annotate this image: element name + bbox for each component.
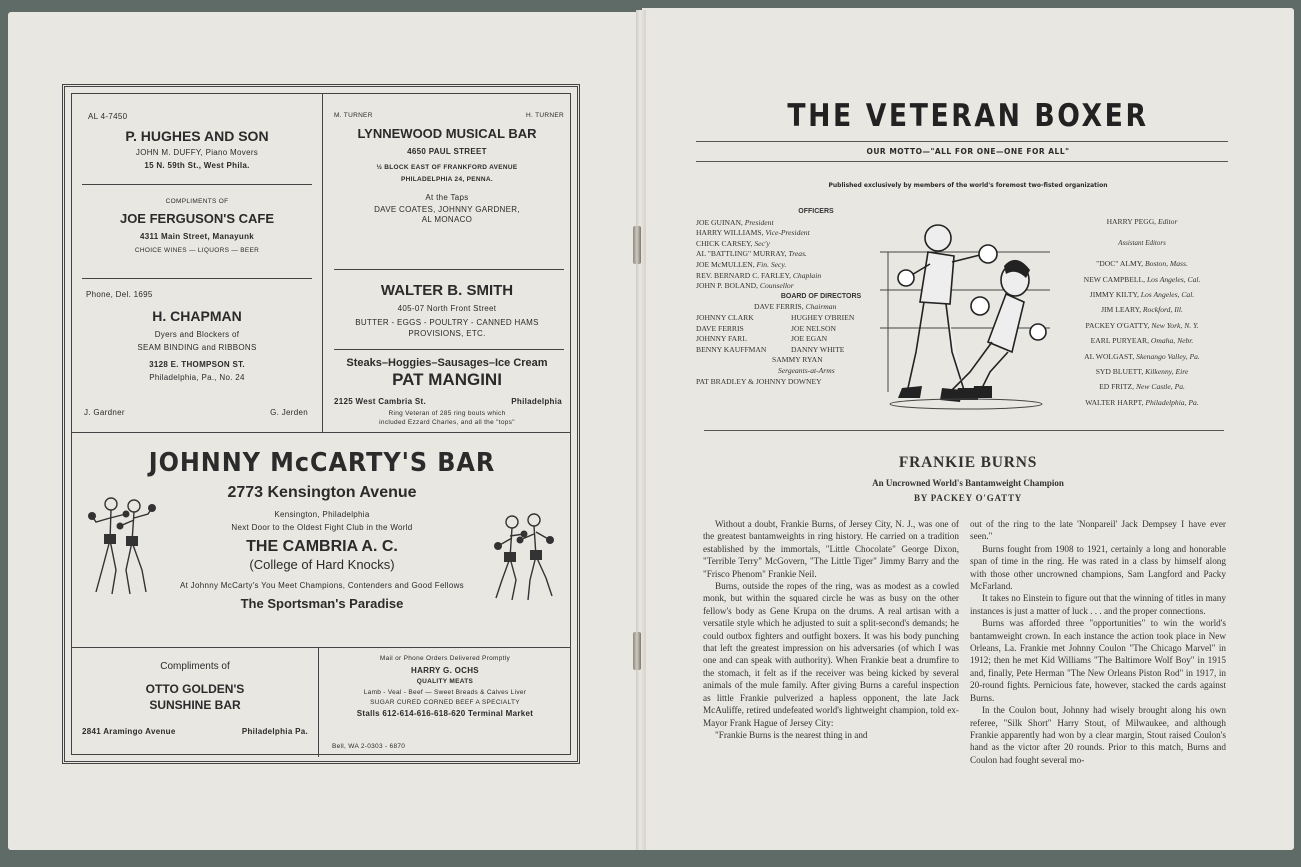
lynnewood-right-name: H. TURNER (526, 112, 564, 119)
board-member: JOHNNY CLARK (696, 312, 754, 322)
article-paragraph: "Frankie Burns is the nearest thing in and (715, 729, 868, 740)
mangini-address: 2125 West Cambria St. (334, 397, 426, 406)
board-member: JOHNNY FARL (696, 334, 747, 344)
chapman-left-name: J. Gardner (84, 408, 125, 417)
assistant-editor (1052, 318, 1232, 333)
article-title: FRANKIE BURNS (898, 454, 1038, 471)
article-paragraph: Burns was afforded three "opportunities" to win the world's bantamweight crown. In each instance the action took place in New Orleans, La. Frankie met Johnny Coulon "The Chicago Marvel" in 1912; then he met Kid Williams "The Baltimore Wolf Boy" in 1915 and, finally, Pete Herman "The New Orleans Piston Rod" in 1917, in 20-round fights. Pernicious fate, however, stacked the cards against Burns. (970, 618, 1226, 703)
board-chair-name: DAVE FERRIS, (754, 302, 804, 312)
assistant-name: WALTER HARPT, (1085, 397, 1146, 407)
lynnewood-line5: AL MONACO (421, 215, 473, 224)
board-row (696, 313, 896, 324)
golden-compliments: Compliments of (160, 661, 230, 672)
editor-name: HARRY PEGG, (1106, 217, 1157, 226)
assistant-name: ED FRITZ, (1099, 382, 1136, 392)
assistant-place: Skenango Valley, Pa. (1136, 351, 1200, 361)
golden-name2: SUNSHINE BAR (149, 698, 241, 712)
assistant-name: JIM LEARY, (1101, 305, 1143, 315)
mccarty-city: Kensington, Philadelphia (274, 510, 370, 519)
board-member: JOE NELSON (791, 323, 836, 333)
officer-item (696, 228, 896, 239)
board-row (696, 334, 896, 345)
smith-address: 405-07 North Front Street (397, 304, 497, 313)
hughes-name: P. HUGHES AND SON (125, 128, 269, 144)
article-column-1 (703, 518, 959, 741)
divider (334, 349, 564, 350)
staple-top (633, 226, 641, 264)
sergeants: PAT BRADLEY & JOHNNY DOWNEY (696, 376, 822, 386)
assistant-place: Boston, Mass. (1145, 259, 1188, 269)
ad-ochs (318, 647, 572, 757)
assistant-place: Los Angeles, Cal. (1146, 274, 1201, 284)
assistant-editor (1052, 287, 1232, 302)
smith-line1: BUTTER - EGGS - POULTRY - CANNED HAMS (355, 318, 539, 327)
officer-role: Chaplain (792, 270, 822, 280)
ochs-phone: Bell, WA 2-0303 - 6870 (332, 743, 406, 750)
officer-name: JOHN P. BOLAND, (696, 281, 760, 291)
article-paragraph: It takes no Einstein to figure out that the winning of titles in many instances is just a matter of luck . . . and the proper connections. (970, 593, 1226, 616)
chapman-name: H. CHAPMAN (152, 308, 242, 324)
boxers-cartoon (880, 212, 1050, 412)
lynnewood-address: 4650 PAUL STREET (407, 147, 487, 156)
editor (1052, 217, 1232, 228)
board-member: JOE EGAN (791, 334, 828, 344)
editor-role: Editor (1158, 217, 1178, 226)
officers-heading: OFFICERS (798, 208, 834, 215)
mccarty-club: THE CAMBRIA A. C. (246, 538, 398, 555)
divider (696, 161, 1228, 162)
ochs-line0: Mail or Phone Orders Delivered Promptly (379, 655, 511, 662)
mangini-headline: Steaks–Hoggies–Sausages–Ice Cream (346, 357, 548, 369)
chapman-phone: Phone, Del. 1695 (86, 290, 153, 299)
editors-list (1052, 217, 1232, 410)
mangini-line1: Ring Veteran of 285 ring bouts which (388, 410, 506, 417)
assistant-name: AL WOLGAST, (1084, 351, 1137, 361)
article-paragraph: Burns, outside the ropes of the ring, was as modest as a cowled monk, but within the squared circle he was as busy on the other fellow's body as Gene Krupa on the drums. A real artisan with a versatile style which he adjusted to suit a split-second's demands; he could outbox fighters and outfight boxers. It was his body punching that left the greatest impression on his adversaries (of which I was one and can speak with authority). When Frankie beat a drumfire to the stomach, it felt as if the receiver was being kicked by several animals of the mule family. After giving Burns a careful inspection as little Frankie pulverized a hapless opponent, the late Jack McAuliffe, retired undefeated world's lightweight champion, told ex-Mayor Frank Hague of Jersey City: (703, 581, 959, 728)
ad-mangini (322, 357, 572, 432)
assistant-editor (1052, 333, 1232, 348)
lynnewood-line1: ½ BLOCK EAST OF FRANKFORD AVENUE (376, 164, 518, 171)
assistant-editor (1052, 272, 1232, 287)
assistant-heading: Assistant Editors (1118, 238, 1166, 247)
officer-item (696, 249, 896, 260)
ochs-line3: Stalls 612-614-616-618-620 Terminal Market (356, 709, 534, 718)
board-member: DAVE FERRIS (696, 323, 744, 333)
boxers-illustration-right (490, 510, 562, 605)
assistant-editor (1052, 256, 1232, 271)
ad-smith (322, 282, 572, 348)
lynnewood-left-name: M. TURNER (334, 112, 373, 119)
smith-line2: PROVISIONS, ETC. (408, 329, 486, 338)
assistant-editors (1052, 256, 1232, 410)
officer-role: Counsellor (759, 281, 794, 291)
mccarty-address: 2773 Kensington Avenue (227, 484, 417, 501)
board-last: SAMMY RYAN (772, 355, 823, 365)
assistant-name: PACKEY O'GATTY, (1085, 320, 1152, 330)
ad-hughes (72, 112, 322, 182)
ferguson-line: CHOICE WINES — LIQUORS — BEER (134, 247, 260, 254)
mangini-city: Philadelphia (511, 397, 562, 406)
board-member: BENNY KAUFFMAN (696, 344, 767, 354)
assistant-name: JIMMY KILTY, (1089, 290, 1141, 299)
officer-role: Sec'y (754, 238, 770, 248)
lynnewood-name: LYNNEWOOD MUSICAL BAR (357, 126, 537, 141)
assistant-place: New York, N. Y. (1151, 320, 1199, 330)
officer-item (696, 281, 896, 292)
article-paragraph: Without a doubt, Frankie Burns, of Jersey City, N. J., was one of the greatest bantamweights in ring history. He carried on a tradition established by the immortals, "Little Chocolate" George Dixon, "Terrible Terry" McGovern, "The Little Tiger" Jimmy Barry and the "Frisco Phenom" Frankie Neil. (703, 519, 959, 579)
board-row (696, 345, 896, 356)
ochs-sub: QUALITY MEATS (416, 678, 474, 685)
newsletter-published: Published exclusively by members of the world's foremost two-fisted organization (828, 182, 1108, 189)
assistant-place: Rockford, Ill. (1142, 305, 1183, 315)
chapman-line3: 3128 E. THOMPSON ST. (149, 360, 245, 369)
article-paragraph: out of the ring to the late 'Nonpareil' Jack Dempsey I have ever seen." (970, 519, 1226, 542)
officer-role: Vice-President (765, 228, 810, 238)
board-chair (696, 302, 896, 313)
board-chair-role: Chairman (805, 302, 837, 312)
officer-role: President (744, 217, 774, 227)
ferguson-name: JOE FERGUSON'S CAFE (119, 211, 275, 226)
ad-chapman (72, 290, 322, 430)
mccarty-line1: Next Door to the Oldest Fight Club in the World (231, 523, 413, 532)
officer-name: CHICK CARSEY, (696, 238, 755, 248)
article-paragraph: In the Coulon bout, Johnny had wisely brought along his own referee, "Silk Short" Harry Stout, of Milwaukee, and although Frankie apparently had won by a clear margin, Stout raised Coulon's hand as the victor after 20 rounds. Prior to this match, Burns and Coulon had fought several mo- (970, 705, 1226, 765)
golden-address: 2841 Aramingo Avenue (82, 727, 176, 736)
officer-role: Fin. Secy. (756, 259, 787, 269)
divider (82, 184, 312, 185)
article-byline: BY PACKEY O'GATTY (913, 493, 1023, 503)
officer-name: JOE GUINAN, (696, 217, 745, 227)
officer-name: HARRY WILLIAMS, (696, 228, 766, 238)
hughes-phone: AL 4-7450 (88, 112, 128, 121)
newsletter-title: THE VETERAN BOXER (787, 98, 1149, 134)
board-row (696, 324, 896, 335)
mangini-name: PAT MANGINI (392, 370, 502, 389)
ochs-name: HARRY G. OCHS (411, 666, 479, 675)
assistant-place: New Castle, Pa. (1135, 382, 1185, 392)
assistant-place: Los Angeles, Cal. (1140, 290, 1195, 299)
officers (696, 218, 896, 292)
golden-name1: OTTO GOLDEN'S (145, 682, 245, 696)
chapman-line4: Philadelphia, Pa., No. 24 (149, 373, 245, 382)
mccarty-tagline: The Sportsman's Paradise (240, 596, 404, 611)
assistant-editor (1052, 395, 1232, 410)
divider (82, 278, 312, 279)
officer-item (696, 239, 896, 250)
mangini-line2: included Ezzard Charles, and all the "tops" (379, 419, 515, 426)
article-paragraph: Burns fought from 1908 to 1921, certainly a long and honorable span of time in the ring. He was rated in a class by himself along with those other uncrowned champions, Sam Langford and Packy McFarland. (970, 543, 1226, 592)
ad-lynnewood (322, 112, 572, 272)
officer-item (696, 260, 896, 271)
divider (696, 141, 1228, 142)
officer-item (696, 218, 896, 229)
staple-bottom (633, 632, 641, 670)
article-column-2 (970, 518, 1226, 766)
chapman-line1: Dyers and Blockers of (154, 330, 240, 339)
lynnewood-line4: DAVE COATES, JOHNNY GARDNER, (374, 205, 520, 214)
ad-golden (72, 647, 318, 757)
ochs-line2: SUGAR CURED CORNED BEEF A SPECIALTY (370, 699, 520, 706)
ferguson-compliments: COMPLIMENTS OF (165, 198, 229, 205)
assistant-editor (1052, 379, 1232, 394)
assistant-name: "DOC" ALMY, (1096, 259, 1146, 269)
newsletter (642, 8, 1294, 850)
chapman-line2: SEAM BINDING and RIBBONS (137, 343, 257, 352)
ad-frame (62, 84, 580, 764)
officer-role: Treas. (788, 249, 807, 259)
hughes-line1: JOHN M. DUFFY, Piano Movers (135, 148, 259, 157)
boxers-illustration-left (86, 492, 156, 607)
officer-name: REV. BERNARD C. FARLEY, (696, 270, 793, 280)
board-member: HUGHEY O'BRIEN (791, 312, 855, 322)
assistant-name: SYD BLUETT, (1095, 367, 1146, 377)
ad-ferguson (72, 198, 322, 278)
sergeants-heading: Sergeants-at-Arms (778, 365, 835, 375)
mccarty-club-sub: (College of Hard Knocks) (249, 557, 395, 572)
officer-item (696, 271, 896, 282)
assistant-place: Omaha, Nebr. (1150, 336, 1194, 346)
ferguson-address: 4311 Main Street, Manayunk (139, 232, 255, 241)
mccarty-line2: At Johnny McCarty's You Meet Champions, Contenders and Good Fellows (180, 581, 464, 590)
assistant-place: Kilkenny, Eire (1145, 367, 1189, 377)
board-member: DANNY WHITE (791, 344, 845, 354)
ad-frame-inner (71, 93, 571, 755)
smith-name: WALTER B. SMITH (380, 282, 514, 299)
hughes-line2: 15 N. 59th St., West Phila. (144, 161, 250, 170)
assistant-place: Philadelphia, Pa. (1145, 397, 1199, 407)
divider (704, 430, 1224, 431)
officer-name: AL "BATTLING" MURRAY, (696, 249, 789, 259)
lynnewood-line3: At the Taps (425, 193, 469, 202)
assistant-editor (1052, 302, 1232, 317)
ochs-line1: Lamb - Veal - Beef — Sweet Breads & Calves Liver (363, 689, 527, 696)
chapman-right-name: G. Jerden (270, 408, 308, 417)
mccarty-name: JOHNNY McCARTY'S BAR (148, 448, 496, 478)
assistant-editor (1052, 364, 1232, 379)
board-heading: BOARD OF DIRECTORS (780, 292, 862, 300)
officer-name: JOE McMULLEN, (696, 259, 757, 269)
newsletter-motto: OUR MOTTO—"ALL FOR ONE—ONE FOR ALL" (866, 147, 1070, 156)
ad-mccarty (72, 432, 572, 647)
officers-list (696, 207, 896, 387)
board-rows (696, 313, 896, 355)
lynnewood-line2: PHILADELPHIA 24, PENNA. (401, 176, 493, 183)
assistant-editor (1052, 349, 1232, 364)
golden-city: Philadelphia Pa. (241, 727, 308, 736)
article-subtitle: An Uncrowned World's Bantamweight Champion (872, 478, 1064, 488)
assistant-name: NEW CAMPBELL, (1083, 274, 1147, 284)
assistant-name: EARL PURYEAR, (1090, 336, 1151, 346)
